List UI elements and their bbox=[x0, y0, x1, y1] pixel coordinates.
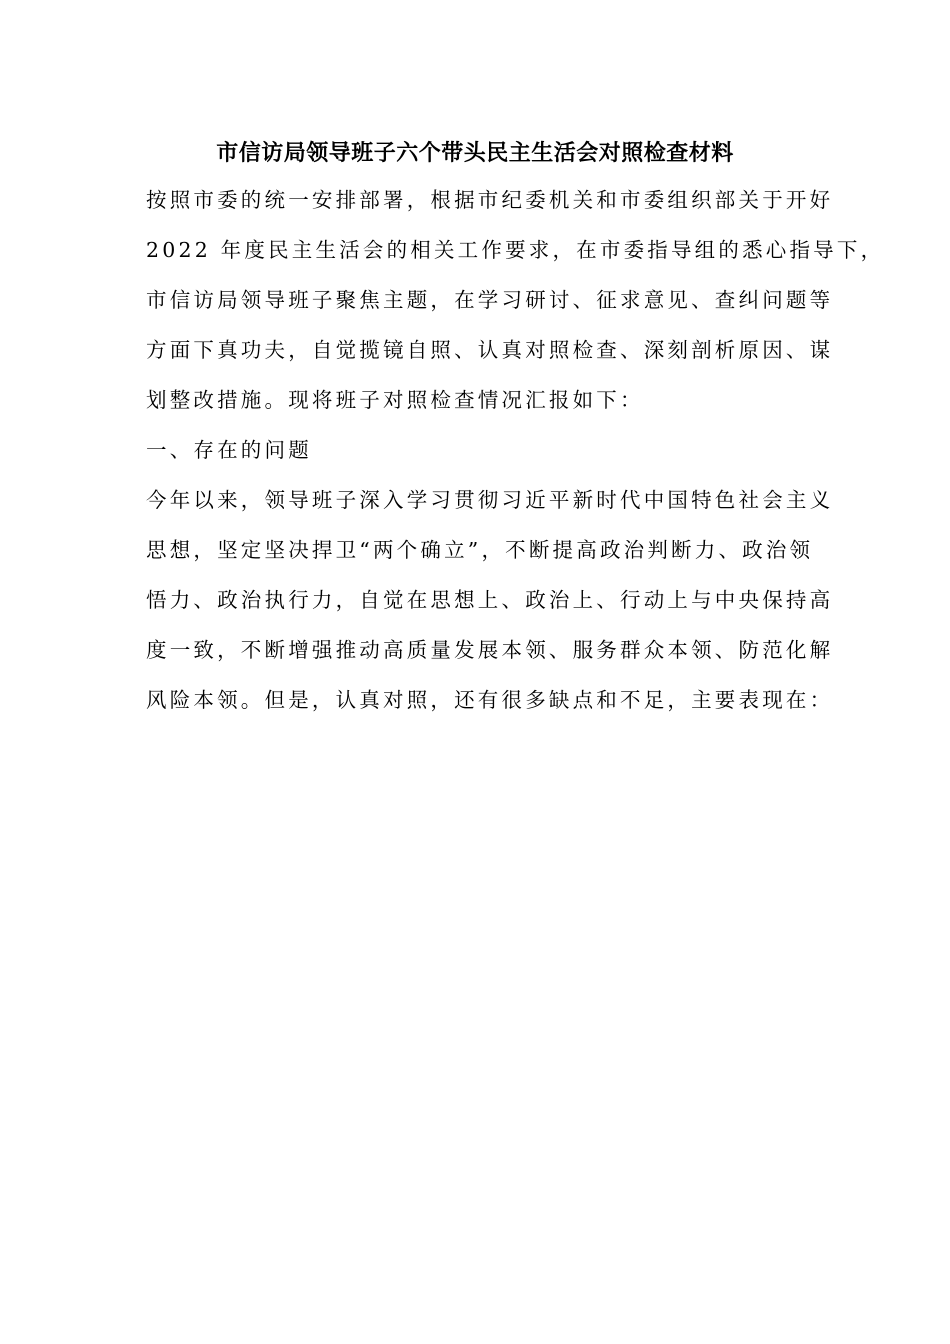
section-heading: 一、存在的问题 bbox=[146, 438, 312, 462]
paragraph-line-3: 市信访局领导班子聚焦主题，在学习研讨、征求意见、查纠问题等 bbox=[146, 288, 834, 312]
paragraph-line-7: 今年以来，领导班子深入学习贯彻习近平新时代中国特色社会主义 bbox=[146, 488, 834, 512]
document-title: 市信访局领导班子六个带头民主生活会对照检查材料 bbox=[216, 141, 734, 166]
paragraph-line-2: 2022 年度民主生活会的相关工作要求，在市委指导组的悉心指导下， bbox=[146, 238, 885, 262]
paragraph-line-1: 按照市委的统一安排部署，根据市纪委机关和市委组织部关于开好 bbox=[146, 188, 834, 212]
paragraph-line-4: 方面下真功夫，自觉揽镜自照、认真对照检查、深刻剖析原因、谋 bbox=[146, 338, 834, 362]
paragraph-line-9: 悟力、政治执行力，自觉在思想上、政治上、行动上与中央保持高 bbox=[146, 588, 834, 612]
paragraph-line-10: 度一致，不断增强推动高质量发展本领、服务群众本领、防范化解 bbox=[146, 638, 834, 662]
paragraph-line-5: 划整改措施。现将班子对照检查情况汇报如下： bbox=[146, 388, 644, 412]
paragraph-line-8: 思想，坚定坚决捍卫“两个确立”，不断提高政治判断力、政治领 bbox=[146, 538, 814, 562]
paragraph-line-11: 风险本领。但是，认真对照，还有很多缺点和不足，主要表现在： bbox=[146, 688, 834, 712]
